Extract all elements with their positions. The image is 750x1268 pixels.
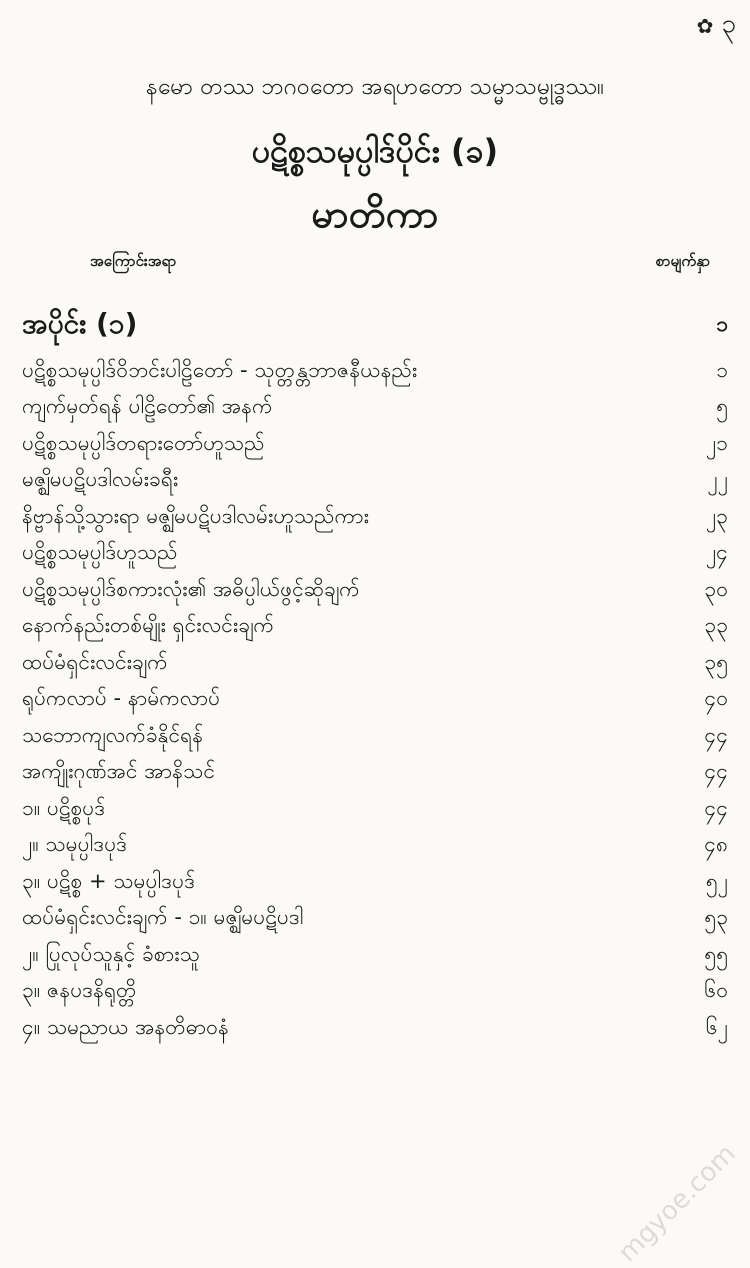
toc-page: ၂၁ (705, 430, 728, 455)
book-title: ပဋိစ္စသမုပ္ပါဒ်ပိုင်း (ခ) (251, 132, 499, 170)
flower-icon: ✿ (696, 13, 714, 38)
toc-title: ပဋိစ္စသမုပ္ပါဒ်ဝိဘင်းပါဠိတော် - သုတ္တန္တဘာဇနီယနည်း (22, 357, 418, 382)
toc-row (22, 427, 728, 464)
invocation: နမော တဿ ဘဂဝတော အရဟတော သမ္မာသမ္ဗုဒ္ဓဿ။ (145, 74, 605, 100)
toc-row (22, 573, 728, 610)
toc-row (22, 354, 728, 391)
toc-row (22, 829, 728, 866)
column-headers (90, 252, 710, 274)
toc-row (22, 719, 728, 756)
toc-row (22, 391, 728, 428)
contents-heading: မာတိကာ (311, 192, 439, 236)
toc-title: ထပ်မံရှင်းလင်းချက် - ၁။ မဇ္ဈိမပဋိပဒါ (22, 905, 304, 930)
toc-page: ၅၅ (704, 941, 728, 966)
toc-row (22, 464, 728, 501)
toc-title: အကျိုးဂုဏ်အင် အာနိသင် (22, 759, 215, 784)
toc-page: ၄၄ (704, 722, 728, 747)
toc-row (22, 756, 728, 793)
toc-page: ၄၄ (704, 795, 728, 820)
toc-row (22, 938, 728, 975)
toc-page: ၃၅ (704, 649, 728, 674)
toc-title: ပဋိစ္စသမုပ္ပါဒ်တရားတော်ဟူသည် (22, 430, 265, 455)
toc-row (22, 865, 728, 902)
toc-title: ပဋိစ္စသမုပ္ပါဒ်ဟူသည် (22, 540, 178, 565)
toc-page: ၆၂ (705, 1014, 728, 1039)
toc-row (22, 683, 728, 720)
toc-page: ၅ (716, 394, 728, 419)
toc-title: ၃။ ပဋိစ္စ + သမုပ္ပါဒပုဒ် (22, 868, 196, 893)
toc-page: ၄၈ (704, 832, 728, 857)
toc-row (22, 1011, 728, 1048)
toc-page: ၂၃ (705, 503, 728, 528)
toc-title: ၂။ သမုပ္ပါဒပုဒ် (22, 832, 128, 857)
toc-title: နောက်နည်းတစ်မျိုး ရှင်းလင်းချက် (22, 613, 274, 638)
toc-page: ၂၄ (705, 540, 728, 565)
toc-title: ရုပ်ကလာပ် - နာမ်ကလာပ် (22, 686, 221, 711)
toc-title: အပိုင်း (၁) (22, 307, 138, 340)
toc-title: ထပ်မံရှင်းလင်းချက် (22, 649, 168, 674)
table-of-contents (22, 298, 728, 1048)
toc-row (22, 610, 728, 647)
toc-title: ၁။ ပဋိစ္စပုဒ် (22, 795, 106, 820)
toc-title: မဇ္ဈိမပဋိပဒါလမ်းခရီး (22, 467, 179, 492)
toc-page: ၆၀ (704, 978, 728, 1003)
toc-row (22, 792, 728, 829)
toc-title: ၃။ ဇနပဒနိရုတ္တိ (22, 978, 137, 1003)
toc-title: နိဗ္ဗာန်သို့သွားရာ မဇ္ဈိမပဋိပဒါလမ်းဟူသည်ကား (22, 503, 369, 528)
watermark: mgyoe.com (612, 1138, 742, 1268)
toc-page: ၅၃ (704, 905, 728, 930)
toc-row (22, 500, 728, 537)
toc-page: ၁ (716, 357, 728, 382)
toc-title: ကျက်မှတ်ရန် ပါဠိတော်၏ အနက် (22, 394, 273, 419)
toc-row (22, 646, 728, 683)
toc-row (22, 298, 728, 354)
page-column-header: စာမျက်နှာ (655, 252, 710, 270)
toc-row (22, 975, 728, 1012)
toc-page: ၃၀ (704, 576, 728, 601)
toc-page: ၄၄ (704, 759, 728, 784)
toc-title: ၄။ သမညာယ အနတိဓာဝနံ (22, 1014, 229, 1039)
page-number: ၃ (721, 9, 736, 39)
toc-title: ပဋိစ္စသမုပ္ပါဒ်စကားလုံး၏ အဓိပ္ပါယ်ဖွင့်ဆိုချက် (22, 576, 360, 601)
toc-title: သဘောကျလက်ခံနိုင်ရန် (22, 722, 204, 747)
toc-page: ၄၀ (704, 686, 728, 711)
toc-page: ၁ (716, 311, 728, 336)
toc-title: ၂။ ပြုလုပ်သူနှင့် ခံစားသူ (22, 941, 200, 966)
toc-row (22, 902, 728, 939)
toc-page: ၂၂ (707, 467, 728, 492)
topic-column-header: အကြောင်းအရာ (90, 252, 177, 270)
toc-page: ၃၃ (704, 613, 728, 638)
toc-row (22, 537, 728, 574)
page-header (697, 6, 736, 45)
toc-page: ၅၂ (705, 868, 728, 893)
